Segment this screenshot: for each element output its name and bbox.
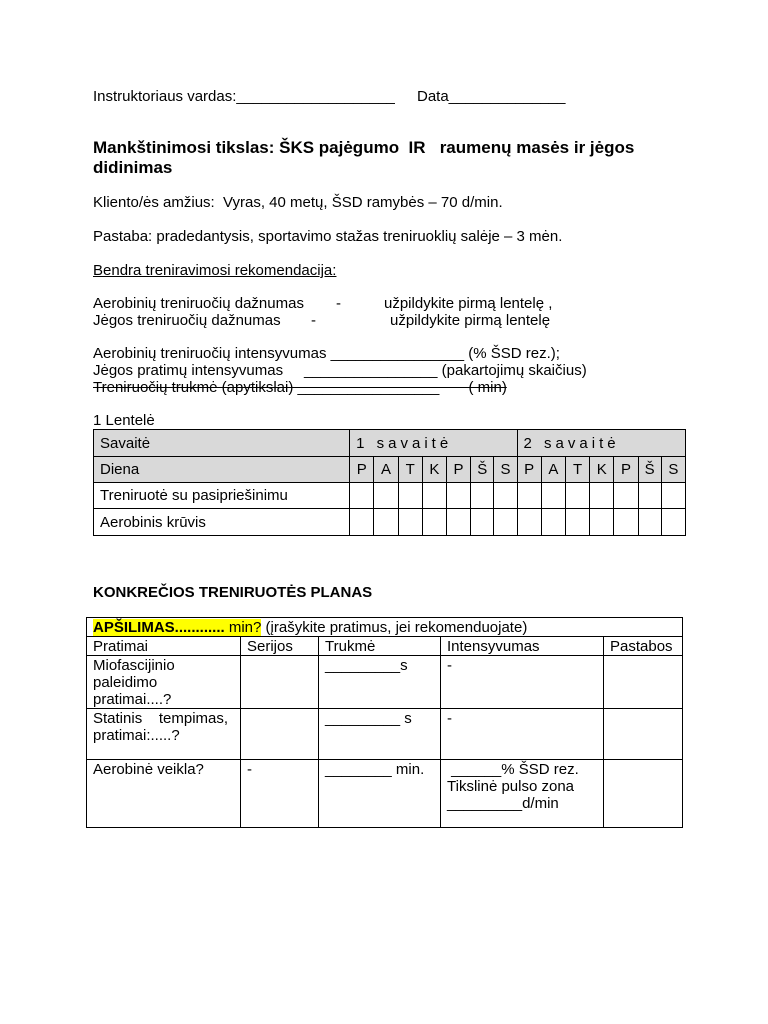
schedule-cell[interactable] (471, 509, 494, 536)
target-zone-line: Tikslinė pulso zona (447, 778, 575, 795)
plan-header-row (87, 637, 683, 656)
client-info: Kliento/ės amžius: Vyras, 40 metų, ŠSD ramybės – 70 d/min. (93, 194, 503, 211)
schedule-cell[interactable] (494, 509, 517, 536)
strength-intensity-blank: ________________ (pakartojimų skaičius) (304, 362, 587, 379)
warmup-minutes: min? (224, 619, 262, 636)
col-intensity: Intensyvumas (441, 637, 604, 656)
strength-frequency-hint: užpildykite pirmą lentelę (390, 312, 551, 329)
warmup-label: APŠILIMAS............ (93, 619, 225, 636)
duration-cell[interactable]: _________s (319, 656, 441, 709)
schedule-cell[interactable] (422, 509, 446, 536)
schedule-cell[interactable] (590, 483, 614, 509)
warmup-cell (87, 618, 683, 637)
exercise-cell: Statinis tempimas, pratimai:.....? (87, 709, 241, 760)
col-duration: Trukmė (319, 637, 441, 656)
schedule-cell[interactable] (374, 483, 398, 509)
warmup-row (87, 618, 683, 637)
strength-frequency-dash: - (311, 312, 316, 329)
plan-row-myofascial (87, 656, 683, 709)
day-label-cell: Diena (94, 457, 350, 483)
duration-cell[interactable]: _________ s (319, 709, 441, 760)
target-bpm-line: _________d/min (447, 795, 559, 812)
schedule-cell[interactable] (398, 509, 422, 536)
day-cell: A (374, 457, 398, 483)
table1-resistance-row (94, 483, 686, 509)
aerobic-frequency-dash: - (336, 295, 341, 312)
col-sets: Serijos (241, 637, 319, 656)
schedule-cell[interactable] (350, 483, 374, 509)
intensity-cell[interactable]: - (441, 656, 604, 709)
schedule-cell[interactable] (541, 483, 565, 509)
warmup-hint: (įrašykite pratimus, jei rekomenduojate) (261, 619, 528, 636)
day-cell: T (565, 457, 589, 483)
notes-cell[interactable] (604, 656, 683, 709)
schedule-cell[interactable] (517, 509, 541, 536)
resistance-training-label: Treniruotė su pasipriešinimu (94, 483, 350, 509)
aerobic-frequency-hint: užpildykite pirmą lentelę , (384, 295, 553, 312)
duration-cell[interactable]: ________ min. (319, 760, 441, 828)
sets-cell[interactable] (241, 709, 319, 760)
day-cell: A (541, 457, 565, 483)
plan-row-aerobic (87, 760, 683, 828)
week-label-cell: Savaitė (94, 430, 350, 457)
day-cell: P (446, 457, 470, 483)
schedule-cell[interactable] (398, 483, 422, 509)
sets-cell[interactable]: - (241, 760, 319, 828)
schedule-cell[interactable] (614, 483, 638, 509)
table1-aerobic-row (94, 509, 686, 536)
table1-caption: 1 Lentelė (93, 412, 155, 429)
table1-week-row (94, 430, 686, 457)
aerobic-load-label: Aerobinis krūvis (94, 509, 350, 536)
training-plan-table (86, 617, 683, 828)
date-field: Data______________ (417, 88, 566, 105)
schedule-cell[interactable] (446, 483, 470, 509)
day-cell: P (614, 457, 638, 483)
day-cell: T (398, 457, 422, 483)
strength-intensity-label: Jėgos pratimų intensyvumas (93, 362, 284, 379)
schedule-cell[interactable] (590, 509, 614, 536)
instructor-name-field: Instruktoriaus vardas:___________________ (93, 88, 395, 105)
schedule-cell[interactable] (565, 483, 589, 509)
goal-line-2: didinimas (93, 158, 173, 177)
exercise-cell: Miofascijinio paleidimo pratimai....? (87, 656, 241, 709)
schedule-cell[interactable] (638, 483, 661, 509)
schedule-cell[interactable] (494, 483, 517, 509)
intensity-cell[interactable] (441, 760, 604, 828)
day-cell: P (350, 457, 374, 483)
training-duration: Treniruočių trukmė (apytikslai) _________________ ( min) (93, 379, 507, 396)
hrr-percent-line: ______% ŠSD rez. (447, 761, 579, 778)
goal-line-1: Mankštinimosi tikslas: ŠKS pajėgumo IR raumenų masės ir jėgos (93, 138, 635, 157)
col-exercises: Pratimai (87, 637, 241, 656)
schedule-cell[interactable] (614, 509, 638, 536)
schedule-cell[interactable] (541, 509, 565, 536)
schedule-cell[interactable] (517, 483, 541, 509)
intensity-cell[interactable]: - (441, 709, 604, 760)
schedule-cell[interactable] (350, 509, 374, 536)
aerobic-frequency-label: Aerobinių treniruočių dažnumas (93, 295, 304, 312)
note: Pastaba: pradedantysis, sportavimo stažas treniruoklių salėje – 3 mėn. (93, 228, 563, 245)
schedule-cell[interactable] (661, 483, 685, 509)
week-2-header: 2 savaitė (517, 430, 685, 457)
schedule-cell[interactable] (661, 509, 685, 536)
schedule-cell[interactable] (638, 509, 661, 536)
schedule-cell[interactable] (565, 509, 589, 536)
day-cell: S (661, 457, 685, 483)
weekly-schedule-table (93, 429, 686, 536)
strength-frequency-label: Jėgos treniruočių dažnumas (93, 312, 281, 329)
plan-heading: KONKREČIOS TRENIRUOTĖS PLANAS (93, 584, 373, 601)
plan-row-stretching (87, 709, 683, 760)
week-1-header: 1 savaitė (350, 430, 517, 457)
schedule-cell[interactable] (446, 509, 470, 536)
schedule-cell[interactable] (422, 483, 446, 509)
recommendation-heading: Bendra treniravimosi rekomendacija: (93, 262, 337, 279)
day-cell: Š (638, 457, 661, 483)
day-cell: Š (471, 457, 494, 483)
schedule-cell[interactable] (471, 483, 494, 509)
aerobic-intensity: Aerobinių treniruočių intensyvumas ________________ (% ŠSD rez.); (93, 345, 560, 362)
notes-cell[interactable] (604, 760, 683, 828)
day-cell: S (494, 457, 517, 483)
table1-day-row (94, 457, 686, 483)
day-cell: K (422, 457, 446, 483)
day-cell: K (590, 457, 614, 483)
col-notes: Pastabos (604, 637, 683, 656)
exercise-cell: Aerobinė veikla? (87, 760, 241, 828)
day-cell: P (517, 457, 541, 483)
sets-cell[interactable] (241, 656, 319, 709)
notes-cell[interactable] (604, 709, 683, 760)
schedule-cell[interactable] (374, 509, 398, 536)
